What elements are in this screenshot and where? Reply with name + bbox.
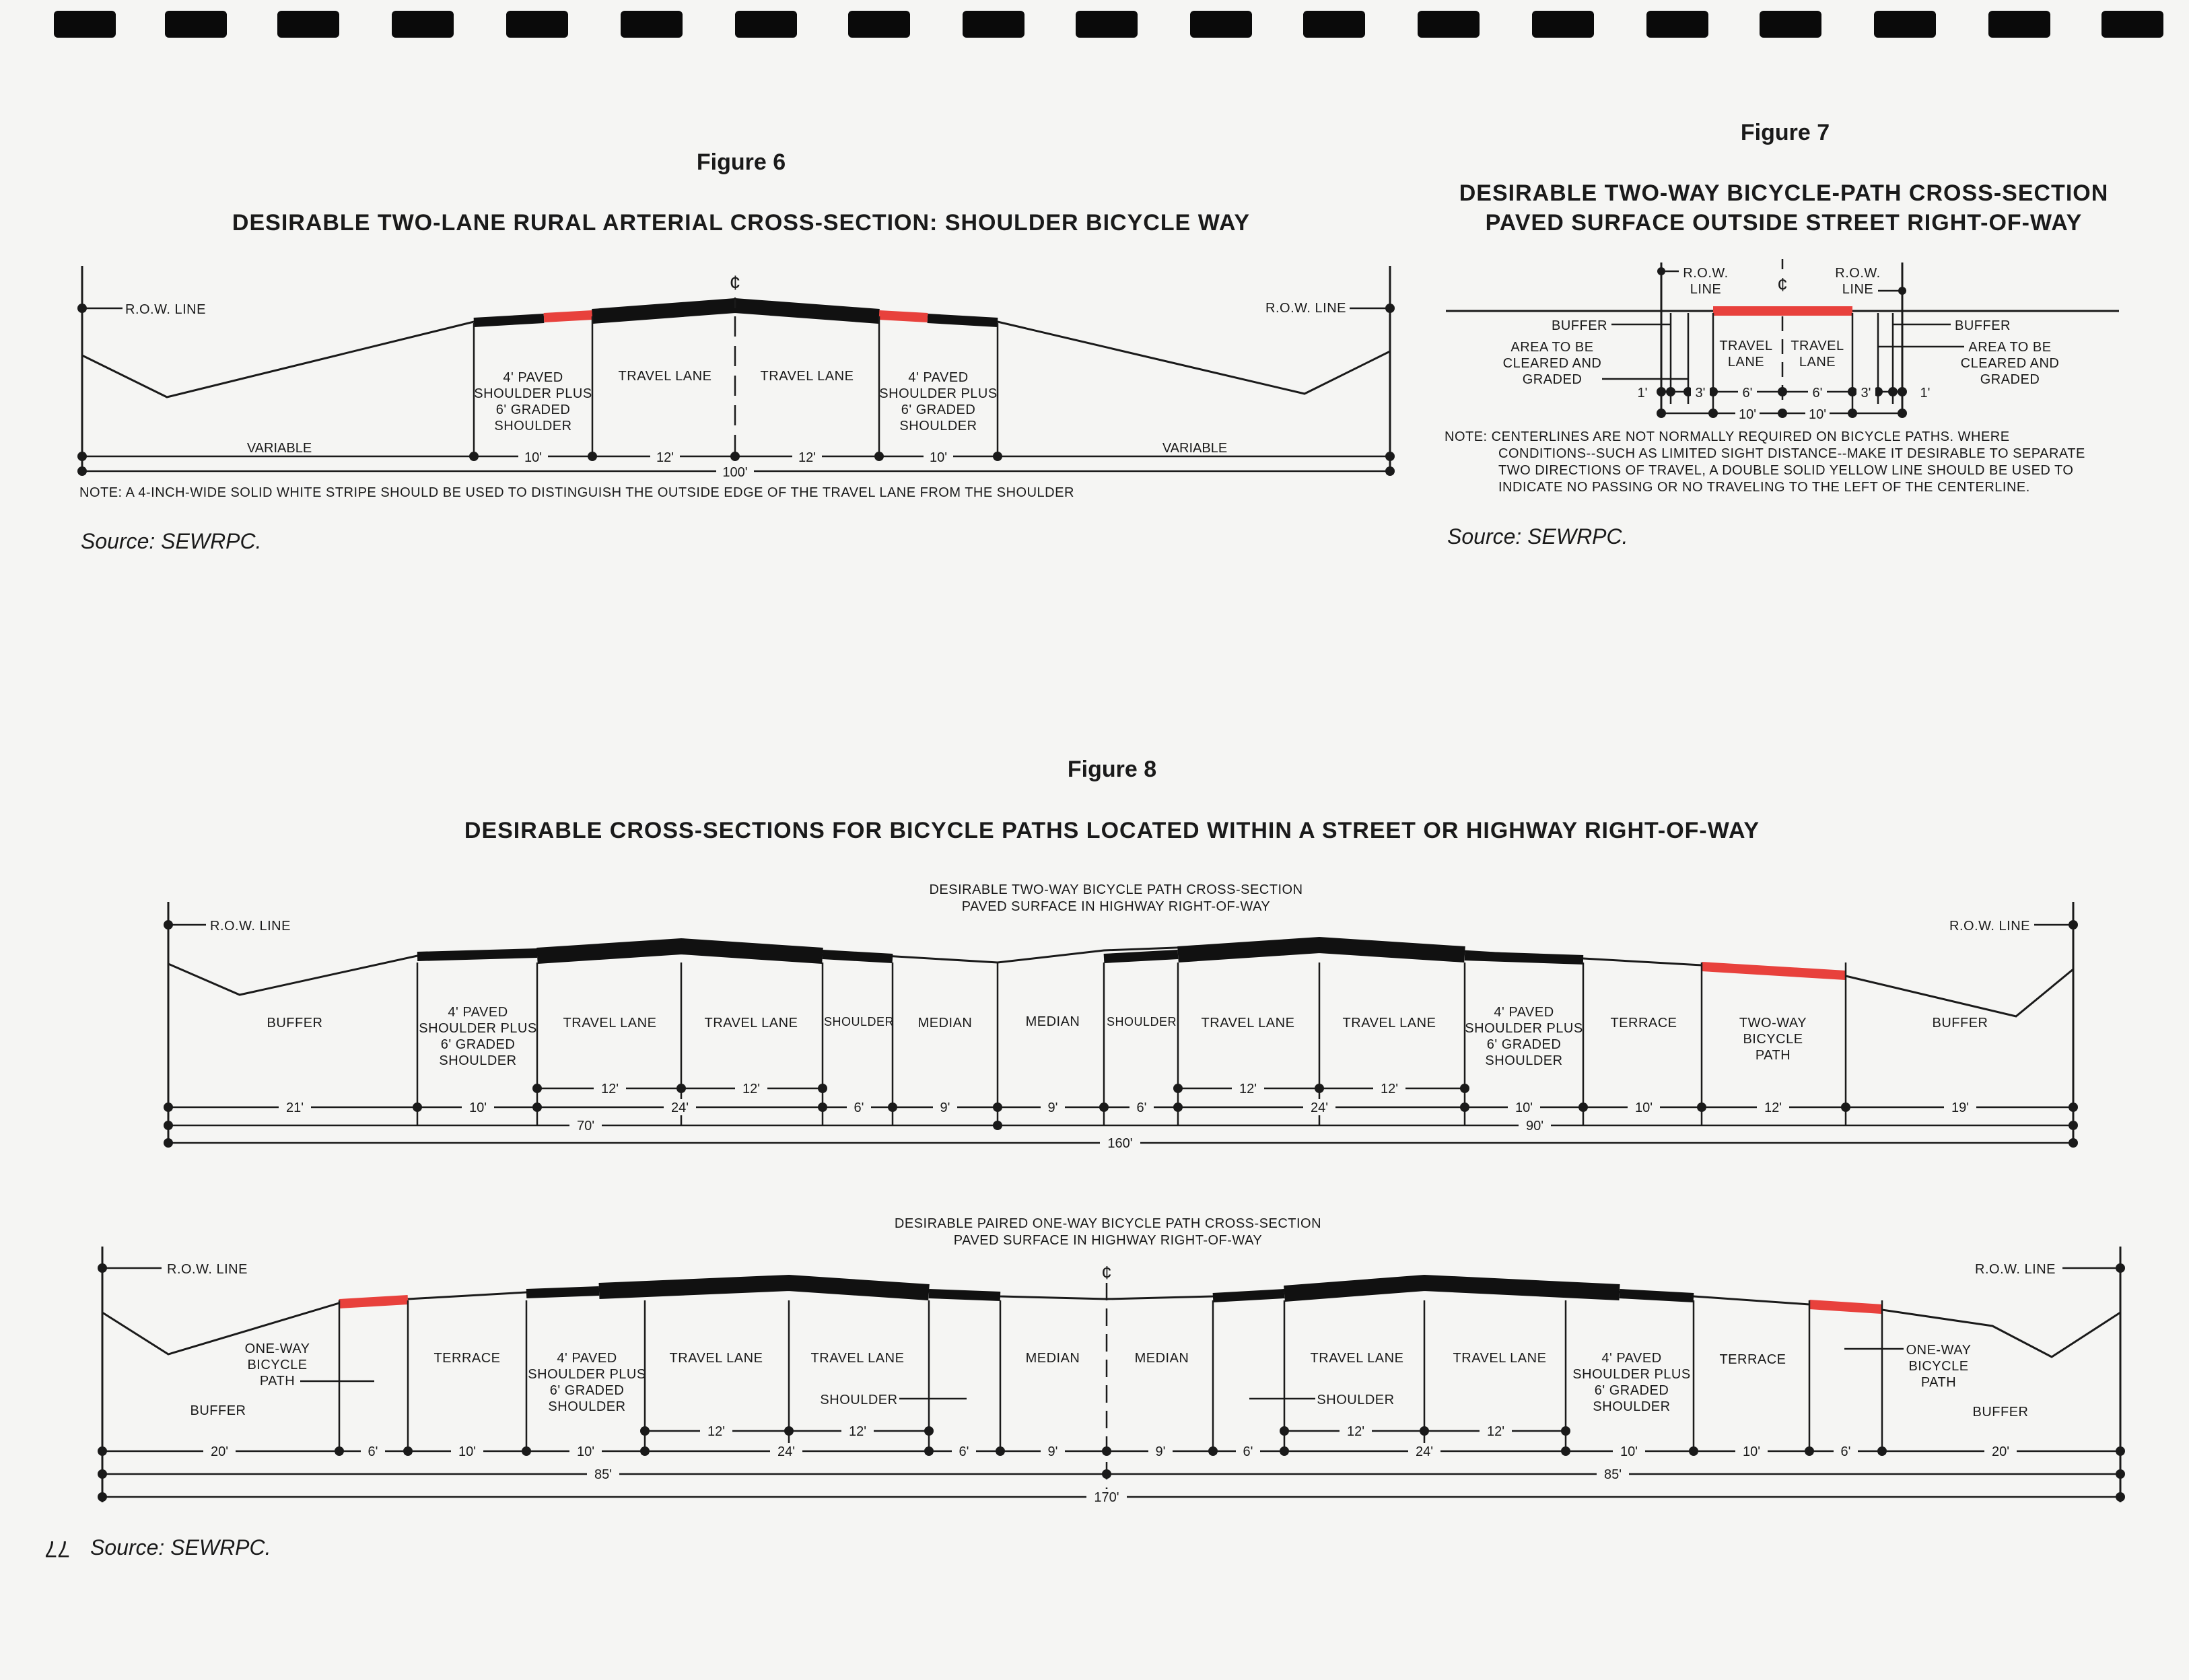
- svg-text:SHOULDER: SHOULDER: [899, 419, 977, 433]
- svg-text:ONE-WAY: ONE-WAY: [244, 1341, 310, 1356]
- area-right-label: [1961, 340, 2060, 387]
- dimension-label: 21': [285, 1100, 304, 1115]
- figure-7-source: Source: SEWRPC.: [1447, 524, 1628, 549]
- dimension-label: 6': [1840, 1444, 1851, 1459]
- svg-text:AREA TO BE: AREA TO BE: [1510, 340, 1594, 355]
- svg-text:PATH: PATH: [1920, 1375, 1957, 1390]
- paved-shoulder-right: [879, 315, 928, 318]
- punch-hole: [848, 11, 910, 38]
- svg-text:R.O.W.: R.O.W.: [1683, 266, 1729, 281]
- svg-text:GRADED: GRADED: [1522, 372, 1583, 387]
- dimension-label: 9': [1155, 1444, 1166, 1459]
- dimension-label: 6': [854, 1100, 864, 1115]
- two-way-bicycle-path-pavement: [1702, 967, 1846, 975]
- row-line-right-label: R.O.W. LINE: [1949, 919, 2030, 934]
- dimension-label: 6': [1136, 1100, 1147, 1115]
- dimension-label: 9': [1047, 1100, 1058, 1115]
- dim-100: 100': [722, 465, 748, 480]
- svg-text:6' GRADED: 6' GRADED: [440, 1037, 516, 1052]
- dimension-label: 12': [1764, 1100, 1782, 1115]
- dimension-label: 90': [1525, 1119, 1544, 1133]
- punch-hole: [1418, 11, 1480, 38]
- svg-text:TRAVEL LANE: TRAVEL LANE: [810, 1351, 905, 1366]
- travel-lane-right-label: TRAVEL LANE: [760, 369, 854, 384]
- dim-3-left: 3': [1695, 386, 1706, 400]
- svg-text:BUFFER: BUFFER: [267, 1016, 323, 1030]
- svg-text:BICYCLE: BICYCLE: [247, 1358, 308, 1372]
- svg-text:4' PAVED: 4' PAVED: [1494, 1005, 1554, 1020]
- svg-text:MEDIAN: MEDIAN: [1025, 1351, 1080, 1366]
- svg-text:TRAVEL LANE: TRAVEL LANE: [669, 1351, 763, 1366]
- buffer-left-label: BUFFER: [1552, 318, 1607, 333]
- dimension-label: 85': [1603, 1467, 1622, 1482]
- dimension-label: 6': [959, 1444, 969, 1459]
- one-way-subtitle-2: PAVED SURFACE IN HIGHWAY RIGHT-OF-WAY: [953, 1233, 1263, 1248]
- svg-text:TRAVEL: TRAVEL: [1791, 339, 1844, 353]
- svg-text:TERRACE: TERRACE: [1719, 1352, 1786, 1367]
- figure-7-title-line1: DESIRABLE TWO-WAY BICYCLE-PATH CROSS-SECTION: [1459, 180, 2109, 206]
- svg-text:SHOULDER PLUS: SHOULDER PLUS: [474, 386, 592, 401]
- dimension-label: 19': [1951, 1100, 1970, 1115]
- svg-text:SHOULDER: SHOULDER: [548, 1399, 626, 1414]
- figure-6-note: NOTE: A 4-INCH-WIDE SOLID WHITE STRIPE SHOULD BE USED TO DISTINGUISH THE OUTSIDE EDGE OF THE TRAVEL LANE FROM THE SHOULDER: [79, 485, 1074, 500]
- one-way-bicycle-path-left: [339, 1300, 408, 1304]
- area-left-label: [1503, 340, 1602, 387]
- svg-text:MEDIAN: MEDIAN: [917, 1016, 973, 1030]
- punch-hole: [1076, 11, 1138, 38]
- dim-10-right: 10': [929, 450, 948, 465]
- dimension-label: 10': [458, 1444, 477, 1459]
- svg-text:BICYCLE: BICYCLE: [1908, 1359, 1969, 1374]
- dim-variable-right: VARIABLE: [1162, 441, 1228, 456]
- two-way-section: [164, 882, 2078, 1151]
- figure-7-label: Figure 7: [1740, 120, 1830, 145]
- svg-text:SHOULDER: SHOULDER: [823, 1015, 895, 1028]
- punch-hole: [963, 11, 1024, 38]
- figure-8-label: Figure 8: [1067, 757, 1157, 782]
- figure-8: [90, 757, 2125, 1560]
- dimension-label: 24': [670, 1100, 689, 1115]
- svg-text:LINE: LINE: [1690, 282, 1722, 297]
- figure-7: [1445, 120, 2119, 549]
- dimension-label: 20': [1991, 1444, 2010, 1459]
- svg-text:¢: ¢: [1101, 1262, 1112, 1283]
- svg-text:TERRACE: TERRACE: [433, 1351, 501, 1366]
- svg-text:4' PAVED: 4' PAVED: [908, 370, 969, 385]
- svg-text:4' PAVED: 4' PAVED: [557, 1351, 617, 1366]
- dimension-label: 170': [1094, 1490, 1119, 1505]
- travel-lane-left-label: [1719, 339, 1772, 370]
- svg-text:CONDITIONS--SUCH AS LIMITED SI: CONDITIONS--SUCH AS LIMITED SIGHT DISTANCE--MAKE IT DESIRABLE TO SEPARATE: [1498, 446, 2085, 461]
- dim-10-left: 10': [524, 450, 543, 465]
- dimension-label: 12': [1239, 1082, 1257, 1096]
- punch-hole: [392, 11, 454, 38]
- dim-10-left: 10': [1738, 407, 1757, 422]
- dim-variable-left: VARIABLE: [246, 441, 312, 456]
- dim-6-left: 6': [1742, 386, 1753, 400]
- punch-hole: [1303, 11, 1365, 38]
- dimension-label: 85': [594, 1467, 613, 1482]
- figure-8-source: Source: SEWRPC.: [90, 1535, 271, 1560]
- svg-text:LANE: LANE: [1799, 355, 1836, 370]
- dim-6-right: 6': [1812, 386, 1823, 400]
- svg-text:TWO-WAY: TWO-WAY: [1739, 1016, 1807, 1030]
- svg-text:GRADED: GRADED: [1980, 372, 2040, 387]
- svg-text:4' PAVED: 4' PAVED: [1601, 1351, 1662, 1366]
- buffer-right-label: BUFFER: [1955, 318, 2011, 333]
- svg-text:6' GRADED: 6' GRADED: [901, 403, 976, 417]
- dimension-label: 160': [1107, 1136, 1133, 1151]
- two-way-subtitle-2: PAVED SURFACE IN HIGHWAY RIGHT-OF-WAY: [961, 899, 1271, 914]
- row-line-right-label: [1835, 266, 1880, 297]
- figure-6: [77, 149, 1395, 553]
- dimension-label: 9': [1047, 1444, 1058, 1459]
- svg-text:ONE-WAY: ONE-WAY: [1906, 1343, 1972, 1358]
- figure-6-title: DESIRABLE TWO-LANE RURAL ARTERIAL CROSS-SECTION: SHOULDER BICYCLE WAY: [232, 210, 1251, 236]
- svg-text:MEDIAN: MEDIAN: [1025, 1014, 1080, 1029]
- ground-profile: [102, 1280, 2120, 1357]
- svg-text:SHOULDER: SHOULDER: [1106, 1015, 1177, 1028]
- svg-text:6' GRADED: 6' GRADED: [1486, 1037, 1562, 1052]
- dimension-label: 24': [1310, 1100, 1329, 1115]
- svg-text:SHOULDER PLUS: SHOULDER PLUS: [879, 386, 998, 401]
- row-line-left-label: R.O.W. LINE: [210, 919, 291, 934]
- shoulder-left-label: [474, 370, 592, 433]
- row-line-right-label: R.O.W. LINE: [1975, 1262, 2056, 1277]
- svg-text:NOTE: CENTERLINES ARE NOT NOR: NOTE: CENTERLINES ARE NOT NORMALLY REQUIRED ON BICYCLE PATHS. WHERE: [1445, 429, 2010, 444]
- dimension-label: 10': [1634, 1100, 1653, 1115]
- dimension-label: 12': [1486, 1424, 1505, 1439]
- svg-text:R.O.W.: R.O.W.: [1835, 266, 1881, 281]
- travel-lane-left-label: TRAVEL LANE: [618, 369, 712, 384]
- binder-holes: [54, 11, 2163, 38]
- page-number: 77: [44, 1536, 70, 1562]
- svg-text:BUFFER: BUFFER: [1972, 1405, 2029, 1420]
- dimension-label: 12': [742, 1082, 761, 1096]
- figure-6-label: Figure 6: [696, 149, 786, 175]
- svg-text:CLEARED AND: CLEARED AND: [1502, 356, 1602, 371]
- punch-hole: [735, 11, 797, 38]
- punch-hole: [1988, 11, 2050, 38]
- dimension-label: 10': [576, 1444, 595, 1459]
- dimension-label: 24': [1415, 1444, 1434, 1459]
- punch-hole: [1874, 11, 1936, 38]
- svg-text:CLEARED AND: CLEARED AND: [1960, 356, 2060, 371]
- svg-text:SHOULDER PLUS: SHOULDER PLUS: [1465, 1021, 1583, 1036]
- svg-text:SHOULDER PLUS: SHOULDER PLUS: [419, 1021, 537, 1036]
- punch-hole: [1190, 11, 1252, 38]
- svg-text:6' GRADED: 6' GRADED: [1594, 1383, 1669, 1398]
- paved-shoulder-left: [544, 315, 592, 318]
- svg-text:SHOULDER: SHOULDER: [494, 419, 572, 433]
- punch-hole: [2101, 11, 2163, 38]
- svg-text:TRAVEL LANE: TRAVEL LANE: [563, 1016, 657, 1030]
- punch-hole: [621, 11, 683, 38]
- svg-text:TERRACE: TERRACE: [1610, 1016, 1677, 1030]
- dimension-label: 12': [1346, 1424, 1365, 1439]
- svg-text:SHOULDER PLUS: SHOULDER PLUS: [1572, 1367, 1691, 1382]
- svg-text:SHOULDER: SHOULDER: [1485, 1053, 1563, 1068]
- svg-text:BICYCLE: BICYCLE: [1743, 1032, 1803, 1047]
- dimension-label: 24': [777, 1444, 796, 1459]
- paired-one-way-section: [98, 1216, 2125, 1505]
- svg-text:LINE: LINE: [1842, 282, 1874, 297]
- svg-text:TRAVEL LANE: TRAVEL LANE: [1201, 1016, 1295, 1030]
- svg-text:SHOULDER PLUS: SHOULDER PLUS: [528, 1367, 646, 1382]
- svg-text:SHOULDER: SHOULDER: [1593, 1399, 1671, 1414]
- dimension-label: 9': [940, 1100, 950, 1115]
- figure-6-source: Source: SEWRPC.: [81, 529, 262, 553]
- figure-7-title-line2: PAVED SURFACE OUTSIDE STREET RIGHT-OF-WAY: [1485, 210, 2083, 236]
- row-line-left-label: R.O.W. LINE: [167, 1262, 248, 1277]
- punch-hole: [1760, 11, 1821, 38]
- figure-8-title: DESIRABLE CROSS-SECTIONS FOR BICYCLE PATHS LOCATED WITHIN A STREET OR HIGHWAY RIGHT-OF-WAY: [464, 818, 1760, 843]
- svg-text:TRAVEL LANE: TRAVEL LANE: [1342, 1016, 1436, 1030]
- figure-7-note: [1445, 429, 2085, 495]
- svg-text:4' PAVED: 4' PAVED: [448, 1005, 508, 1020]
- dim-1-left: 1': [1637, 386, 1648, 400]
- dimension-label: 6': [1243, 1444, 1253, 1459]
- centerline-symbol: ¢: [729, 272, 741, 294]
- dim-1-right: 1': [1920, 386, 1931, 400]
- dimension-label: 6': [368, 1444, 378, 1459]
- svg-text:AREA TO BE: AREA TO BE: [1968, 340, 2052, 355]
- one-way-bicycle-path-right: [1809, 1304, 1882, 1309]
- svg-text:¢: ¢: [1777, 274, 1788, 295]
- dimension-label: 12': [848, 1424, 867, 1439]
- svg-text:SHOULDER: SHOULDER: [820, 1393, 898, 1407]
- dimension-label: 70': [576, 1119, 595, 1133]
- svg-text:TRAVEL LANE: TRAVEL LANE: [1310, 1351, 1404, 1366]
- travel-lane-right-label: [1791, 339, 1844, 370]
- svg-text:TRAVEL LANE: TRAVEL LANE: [704, 1016, 798, 1030]
- svg-text:INDICATE NO PASSING OR NO TRAV: INDICATE NO PASSING OR NO TRAVELING TO THE LEFT OF THE CENTERLINE.: [1498, 480, 2030, 495]
- punch-hole: [1646, 11, 1708, 38]
- svg-text:6' GRADED: 6' GRADED: [549, 1383, 625, 1398]
- dimension-label: 10': [1515, 1100, 1533, 1115]
- ground-profile: [82, 303, 1390, 397]
- svg-text:TWO DIRECTIONS OF TRAVEL, A DO: TWO DIRECTIONS OF TRAVEL, A DOUBLE SOLID YELLOW LINE SHOULD BE USED TO: [1498, 463, 2074, 478]
- one-way-subtitle-1: DESIRABLE PAIRED ONE-WAY BICYCLE PATH CROSS-SECTION: [894, 1216, 1322, 1231]
- svg-text:MEDIAN: MEDIAN: [1134, 1351, 1189, 1366]
- dim-3-right: 3': [1861, 386, 1871, 400]
- dimension-label: 10': [468, 1100, 487, 1115]
- dimension-label: 20': [210, 1444, 229, 1459]
- row-line-left-label: R.O.W. LINE: [125, 302, 206, 317]
- svg-text:LANE: LANE: [1727, 355, 1765, 370]
- dim-12-right: 12': [798, 450, 816, 465]
- svg-text:SHOULDER: SHOULDER: [1317, 1393, 1395, 1407]
- svg-text:6' GRADED: 6' GRADED: [495, 403, 571, 417]
- row-line-left-label: [1683, 266, 1728, 297]
- punch-hole: [277, 11, 339, 38]
- punch-hole: [165, 11, 227, 38]
- dimension-label: 12': [1380, 1082, 1399, 1096]
- dimension-label: 10': [1620, 1444, 1638, 1459]
- dim-12-left: 12': [656, 450, 674, 465]
- svg-text:BUFFER: BUFFER: [1932, 1016, 1988, 1030]
- punch-hole: [54, 11, 116, 38]
- svg-text:SHOULDER: SHOULDER: [439, 1053, 517, 1068]
- svg-text:TRAVEL LANE: TRAVEL LANE: [1453, 1351, 1547, 1366]
- dimension-label: 10': [1742, 1444, 1761, 1459]
- punch-hole: [1532, 11, 1594, 38]
- dim-10-right: 10': [1808, 407, 1827, 422]
- two-way-subtitle-1: DESIRABLE TWO-WAY BICYCLE PATH CROSS-SECTION: [929, 882, 1303, 897]
- svg-text:PATH: PATH: [259, 1374, 296, 1389]
- svg-text:BUFFER: BUFFER: [190, 1403, 246, 1418]
- svg-text:4' PAVED: 4' PAVED: [503, 370, 563, 385]
- dimension-label: 12': [707, 1424, 726, 1439]
- shoulder-right-label: [879, 370, 997, 433]
- svg-text:TRAVEL: TRAVEL: [1719, 339, 1773, 353]
- row-line-right-label: R.O.W. LINE: [1265, 301, 1346, 316]
- dimension-label: 12': [600, 1082, 619, 1096]
- svg-text:PATH: PATH: [1755, 1048, 1791, 1063]
- punch-hole: [506, 11, 568, 38]
